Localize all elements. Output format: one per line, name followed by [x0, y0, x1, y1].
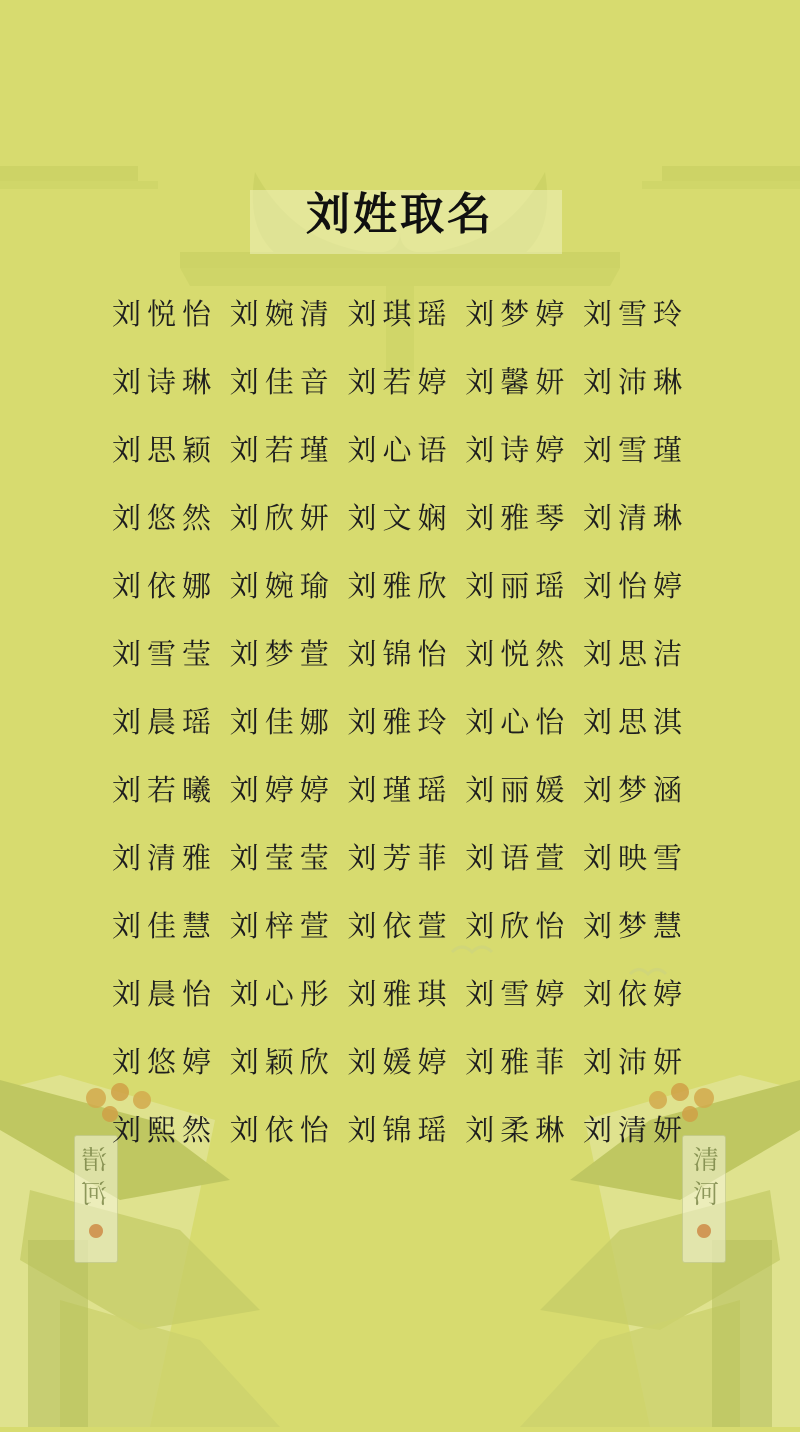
name-item: 刘映雪 [582, 842, 688, 875]
name-item: 刘悠婷 [112, 1046, 218, 1079]
name-item: 刘佳音 [229, 366, 335, 399]
name-item: 刘心彤 [229, 978, 335, 1011]
name-item: 刘诗琳 [112, 366, 218, 399]
names-row [112, 754, 688, 822]
name-item: 刘雪玲 [582, 298, 688, 331]
names-row [112, 958, 688, 1026]
name-item: 刘瑾瑶 [347, 774, 453, 807]
name-item: 刘梓萱 [229, 910, 335, 943]
name-item: 刘诗婷 [465, 434, 571, 467]
name-item: 刘雪莹 [112, 638, 218, 671]
signboard-left-text: 清河 [81, 1146, 111, 1214]
name-item: 刘悦怡 [112, 298, 218, 331]
name-item: 刘梦萱 [229, 638, 335, 671]
name-item: 刘思淇 [582, 706, 688, 739]
name-item: 刘欣妍 [229, 502, 335, 535]
name-item: 刘依婷 [582, 978, 688, 1011]
name-item: 刘锦怡 [347, 638, 453, 671]
names-row [112, 890, 688, 958]
name-item: 刘心语 [347, 434, 453, 467]
names-row [112, 414, 688, 482]
name-item: 刘清妍 [582, 1114, 688, 1147]
name-item: 刘婉瑜 [229, 570, 335, 603]
names-row [112, 822, 688, 890]
name-item: 刘柔琳 [465, 1114, 571, 1147]
name-item: 刘依萱 [347, 910, 453, 943]
name-item: 刘语萱 [465, 842, 571, 875]
name-item: 刘依娜 [112, 570, 218, 603]
name-item: 刘雅玲 [347, 706, 453, 739]
name-item: 刘怡婷 [582, 570, 688, 603]
name-item: 刘思颖 [112, 434, 218, 467]
name-item: 刘梦婷 [465, 298, 571, 331]
name-item: 刘婉清 [229, 298, 335, 331]
names-row [112, 686, 688, 754]
name-item: 刘清雅 [112, 842, 218, 875]
name-item: 刘颖欣 [229, 1046, 335, 1079]
names-list [112, 278, 688, 1162]
name-item: 刘晨怡 [112, 978, 218, 1011]
name-item: 刘佳慧 [112, 910, 218, 943]
name-item: 刘雪婷 [465, 978, 571, 1011]
name-item: 刘馨妍 [465, 366, 571, 399]
name-item: 刘琪瑶 [347, 298, 453, 331]
signboard-seal-icon [89, 1224, 103, 1238]
name-item: 刘雅菲 [465, 1046, 571, 1079]
name-item: 刘雪瑾 [582, 434, 688, 467]
page-title: 刘姓取名 [306, 190, 494, 239]
name-item: 刘若曦 [112, 774, 218, 807]
names-row [112, 1026, 688, 1094]
name-item: 刘晨瑶 [112, 706, 218, 739]
name-item: 刘沛妍 [582, 1046, 688, 1079]
names-row [112, 618, 688, 686]
signboard-right [682, 1135, 726, 1263]
name-item: 刘雅欣 [347, 570, 453, 603]
names-row [112, 346, 688, 414]
name-item: 刘佳娜 [229, 706, 335, 739]
name-item: 刘沛琳 [582, 366, 688, 399]
name-item: 刘雅琪 [347, 978, 453, 1011]
name-item: 刘梦涵 [582, 774, 688, 807]
names-row [112, 550, 688, 618]
name-item: 刘清琳 [582, 502, 688, 535]
names-row [112, 278, 688, 346]
name-item: 刘心怡 [465, 706, 571, 739]
names-row [112, 482, 688, 550]
name-item: 刘梦慧 [582, 910, 688, 943]
name-item: 刘丽瑶 [465, 570, 571, 603]
signboard-right-text: 清河 [689, 1146, 719, 1214]
name-item: 刘若瑾 [229, 434, 335, 467]
name-item: 刘悦然 [465, 638, 571, 671]
name-item: 刘文娴 [347, 502, 453, 535]
name-item: 刘依怡 [229, 1114, 335, 1147]
name-item: 刘芳菲 [347, 842, 453, 875]
name-item: 刘莹莹 [229, 842, 335, 875]
name-item: 刘婷婷 [229, 774, 335, 807]
name-item: 刘悠然 [112, 502, 218, 535]
signboard-seal-icon [697, 1224, 711, 1238]
name-item: 刘雅琴 [465, 502, 571, 535]
name-item: 刘思洁 [582, 638, 688, 671]
name-item: 刘若婷 [347, 366, 453, 399]
name-item: 刘媛婷 [347, 1046, 453, 1079]
names-row [112, 1094, 688, 1162]
name-item: 刘丽媛 [465, 774, 571, 807]
name-item: 刘欣怡 [465, 910, 571, 943]
name-item: 刘锦瑶 [347, 1114, 453, 1147]
name-item: 刘熙然 [112, 1114, 218, 1147]
